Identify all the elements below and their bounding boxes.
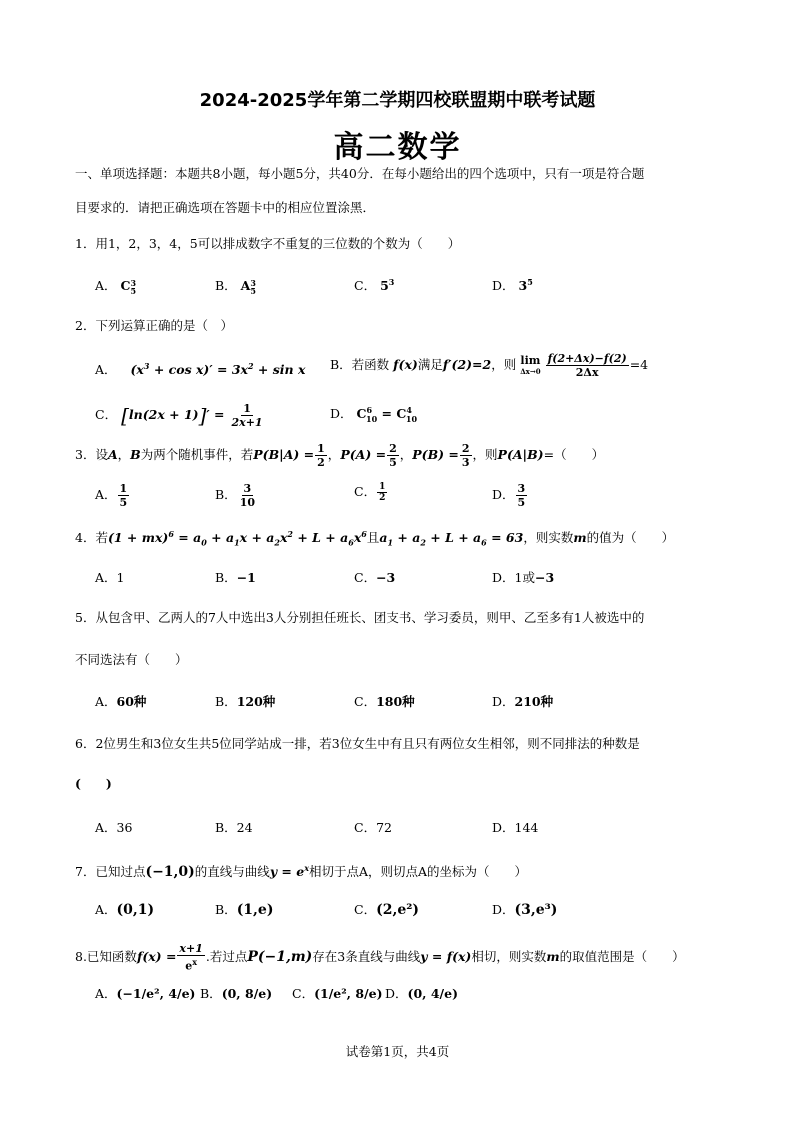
subject-title: 高二数学: [333, 130, 462, 165]
q2-option-a: A． $(x^3 + \cos x)' = 3x^2 + \sin x$: [95, 360, 306, 377]
q1-option-b: B． A 3 5: [215, 277, 256, 296]
q5-option-a: A．60种: [95, 694, 147, 709]
q2-option-c: C． [ln(2x + 1)]′ = $\frac{1}{2x+1}$: [95, 402, 263, 429]
q3-option-c: C． $\frac{1}{2}$: [354, 482, 386, 503]
page-footer: 试卷第1页，共4页: [345, 1044, 450, 1059]
q2-option-b: B．若函数 f(x)满足f′(2)=2，则 lim Δx→0 $\frac{f(2+\Delta x)-f(2)}{2\Delta x}$ =4: [330, 352, 649, 379]
q1-stem: 1．用1，2，3，4，5可以排成数字不重复的三位数的个数为（ ）: [75, 236, 461, 251]
q4-option-b: B．−1: [215, 570, 256, 585]
q3-option-b: B． $\frac{3}{10}$: [215, 482, 255, 509]
q8-stem: 8.已知函数f(x) = $\frac{x+1}{e^x}$ .若过点P(−1,m)存在3条直线与曲线y = f(x)相切，则实数m的取值范围是（ ）: [75, 942, 685, 973]
q6-stem-line1: 6．2位男生和3位女生共5位同学站成一排，若3位女生中有且只有两位女生相邻，则不同排法的种数是: [75, 736, 640, 751]
q2-option-d: D． $C^6_{10} = C^4_{10}$: [330, 404, 418, 424]
q6-option-d: D．144: [492, 820, 539, 835]
q3-option-d: D． $\frac{3}{5}$: [492, 482, 526, 509]
q3-stem: 3．设A，B为两个随机事件，若P(B|A) = $\frac{1}{2}$ ，P(A) = $\frac{2}{5}$ ，P(B) = $\frac{2}{3}$ ，则P(A|B)=（ ）: [75, 442, 605, 469]
q6-stem-line2: ( ): [75, 776, 112, 791]
q8-option-b: B．(0, 8/e): [200, 986, 273, 1001]
q5-option-b: B．120种: [215, 694, 276, 709]
q3-option-a: A． $\frac{1}{5}$: [95, 482, 128, 509]
q7-option-d: D．(3,e³): [492, 902, 558, 918]
exam-title: 2024-2025学年第二学期四校联盟期中联考试题: [199, 90, 596, 111]
q4-option-d: D．1或−3: [492, 570, 555, 585]
q8-option-d: D．(0, 4/e): [385, 986, 458, 1001]
q7-option-a: A．(0,1): [95, 902, 155, 918]
q5-option-c: C．180种: [354, 694, 415, 709]
q8-option-c: C．(1/e², 8/e): [292, 986, 383, 1001]
q8-option-a: A．(−1/e², 4/e): [95, 986, 196, 1001]
q1-option-c: C． $5^3$: [354, 276, 395, 293]
q5-stem-line1: 5．从包含甲、乙两人的7人中选出3人分别担任班长、团支书、学习委员，则甲、乙至多有1人被选中的: [75, 610, 645, 625]
q5-option-d: D．210种: [492, 694, 554, 709]
q6-option-b: B．24: [215, 820, 253, 835]
q4-option-c: C．−3: [354, 570, 396, 585]
q2-stem: 2．下列运算正确的是（ ）: [75, 318, 233, 333]
section-instructions-line1: 一、单项选择题：本题共8小题，每小题5分，共40分．在每小题给出的四个选项中，只有一项是符合题: [75, 166, 645, 181]
q1-option-a: A． C 3 5: [95, 277, 137, 296]
q7-option-b: B．(1,e): [215, 902, 274, 918]
q6-option-a: A．36: [95, 820, 133, 835]
q5-stem-line2: 不同选法有（ ）: [75, 652, 188, 667]
q4-option-a: A．1: [95, 570, 125, 585]
q6-option-c: C．72: [354, 820, 392, 835]
q1-option-d: D． $3^5$: [492, 276, 533, 293]
q7-option-c: C．(2,e²): [354, 902, 419, 918]
section-instructions-line2: 目要求的．请把正确选项在答题卡中的相应位置涂黑．: [75, 200, 376, 215]
q4-stem: 4．若$(1 + mx)^6 = a_0 + a_1x + a_2x^2 + L + a_6x^6$且$a_1 + a_2 + L + a_6 = 63$，则实数m的值为（ ）: [75, 529, 675, 548]
q7-stem: 7．已知过点(−1,0)的直线与曲线$y = e^x$相切于点A，则切点A的坐标为（ ）: [75, 863, 528, 881]
